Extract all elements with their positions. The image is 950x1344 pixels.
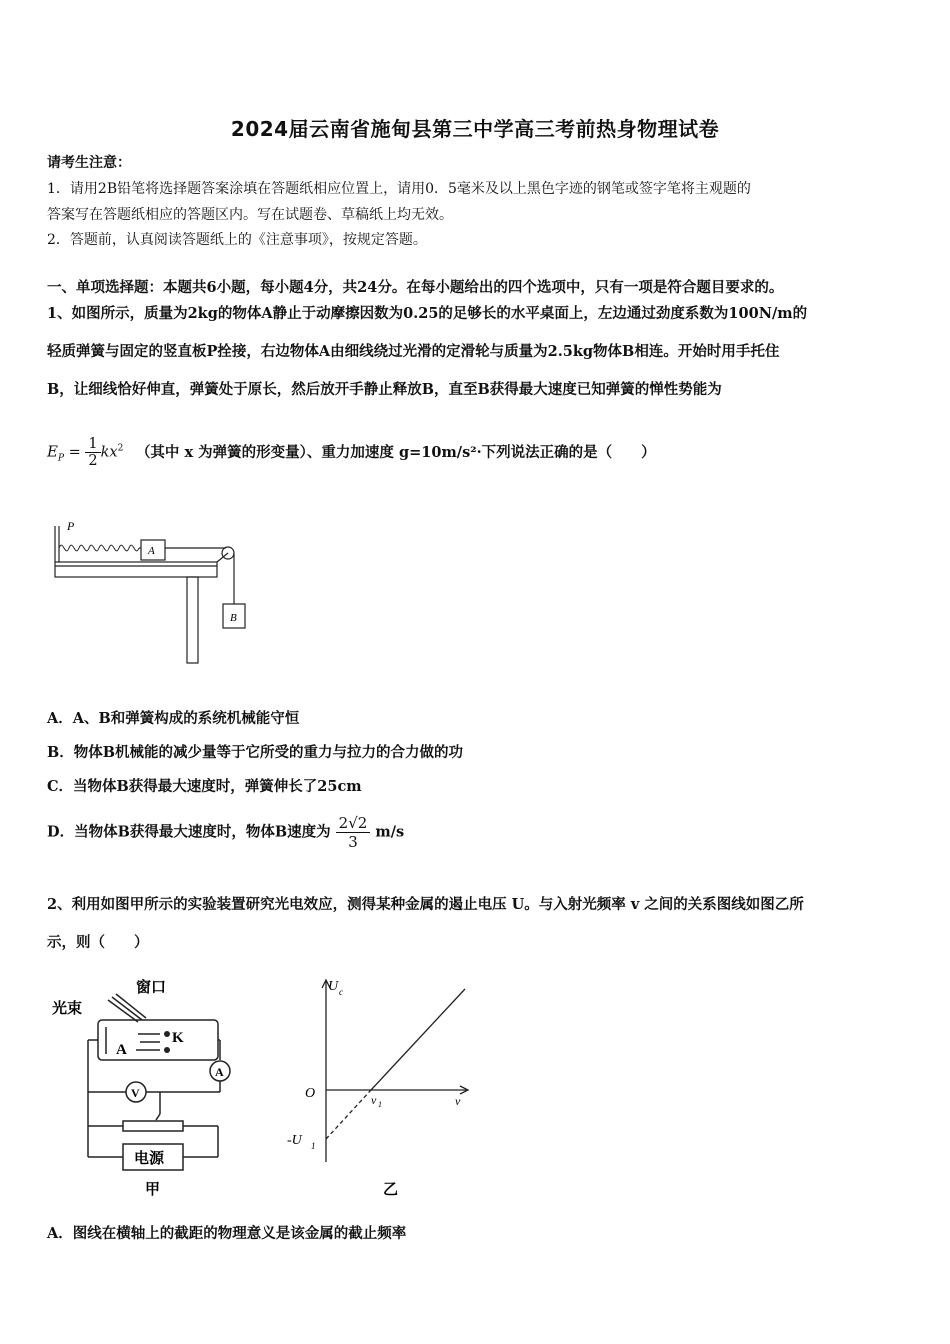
notice-item-2: 2．答题前，认真阅读答题纸上的《注意事项》，按规定答题。 xyxy=(47,232,427,248)
formula-ep: E xyxy=(47,442,58,461)
q2-figure-jia xyxy=(48,972,248,1202)
q1-option-d-text: D．当物体B获得最大速度时，物体B速度为 xyxy=(47,823,331,841)
label-voltmeter: V xyxy=(131,1086,140,1100)
formula-kx: kx xyxy=(100,444,118,461)
q2-figure-yi xyxy=(283,972,483,1202)
q1-option-c: C．当物体B获得最大速度时，弹簧伸长了25cm xyxy=(47,778,362,795)
label-b: B xyxy=(230,612,237,624)
q1-option-b: B．物体B机械能的减少量等于它所受的重力与拉力的合力做的功 xyxy=(47,744,464,761)
label-a: A xyxy=(148,545,155,557)
page-title: 2024届云南省施甸县第三中学高三考前热身物理试卷 xyxy=(230,117,720,141)
formula-sup: 2 xyxy=(117,443,124,454)
caption-yi: 乙 xyxy=(383,1182,399,1198)
q1-figure xyxy=(45,518,255,668)
q2-option-a: A．图线在横轴上的截距的物理意义是该金属的截止频率 xyxy=(47,1225,407,1242)
q1-formula-line xyxy=(47,436,656,469)
label-ammeter: A xyxy=(215,1065,224,1079)
label-window: 窗口 xyxy=(136,980,167,996)
q1-text-line2: 轻质弹簧与固定的竖直板P拴接，右边物体A由细线绕过光滑的定滑轮与质量为2.5kg物体B相连。开始时用手托住 xyxy=(47,343,780,360)
label-xaxis: v xyxy=(455,1094,461,1108)
formula-ep-sub: P xyxy=(57,453,65,464)
label-source: 电源 xyxy=(134,1151,165,1167)
q1-option-d-unit: m/s xyxy=(375,823,405,841)
q1-option-d-fraction: $\frac{2√2}{3}$ xyxy=(336,814,371,851)
formula-fraction: $\frac{1}{2}$ xyxy=(85,436,100,469)
caption-jia: 甲 xyxy=(145,1182,161,1198)
q1-text-line3: B，让细线恰好伸直，弹簧处于原长，然后放开手静止释放B，直至B获得最大速度已知弹簧的惮性势能为 xyxy=(47,381,722,398)
q2-text-line1: 2、利用如图甲所示的实验装置研究光电效应，测得某种金属的遏止电压 U。与入射光频率 v 之间的关系图线如图乙所 xyxy=(47,896,804,913)
q1-option-a: A．A、B和弹簧构成的系统机械能守恒 xyxy=(47,710,300,727)
label-yaxis: U xyxy=(328,979,339,994)
label-v1: v xyxy=(371,1093,377,1107)
notice-heading: 请考生注意： xyxy=(47,155,131,171)
label-origin: O xyxy=(305,1086,316,1101)
label-v1-sub: 1 xyxy=(378,1100,382,1109)
notice-item-1a: 1．请用2B铅笔将选择题答案涂填在答题纸相应位置上，请用0．5毫米及以上黑色字迹的钢笔或签字笔将主观题的 xyxy=(47,181,751,197)
label-neg-u-sub: 1 xyxy=(311,1141,316,1151)
q1-text-line1: 1、如图所示，质量为2kg的物体A静止于动摩擦因数为0.25的足够长的水平桌面上，左边通过劲度系数为100N/m的 xyxy=(47,305,808,322)
label-p: P xyxy=(67,519,75,533)
q2-text-line2: 示，则（ ） xyxy=(47,934,149,951)
notice-item-1b: 答案写在答题纸相应的答题区内。写在试题卷、草稿纸上均无效。 xyxy=(47,207,453,223)
label-beam: 光束 xyxy=(52,1001,83,1017)
formula-eq: = xyxy=(68,444,81,461)
label-cathode: K xyxy=(172,1030,184,1046)
label-neg-u: -U xyxy=(287,1133,302,1148)
q1-option-d xyxy=(47,814,404,851)
formula-tail: （其中 x 为弹簧的形变量）、重力加速度 g=10m/s²·下列说法正确的是（ ） xyxy=(135,443,656,461)
section-heading: 一、单项选择题：本题共6小题，每小题4分，共24分。在每小题给出的四个选项中，只有一项是符合题目要求的。 xyxy=(47,279,784,296)
label-anode: A xyxy=(116,1042,127,1058)
label-yaxis-sub: c xyxy=(339,987,343,997)
